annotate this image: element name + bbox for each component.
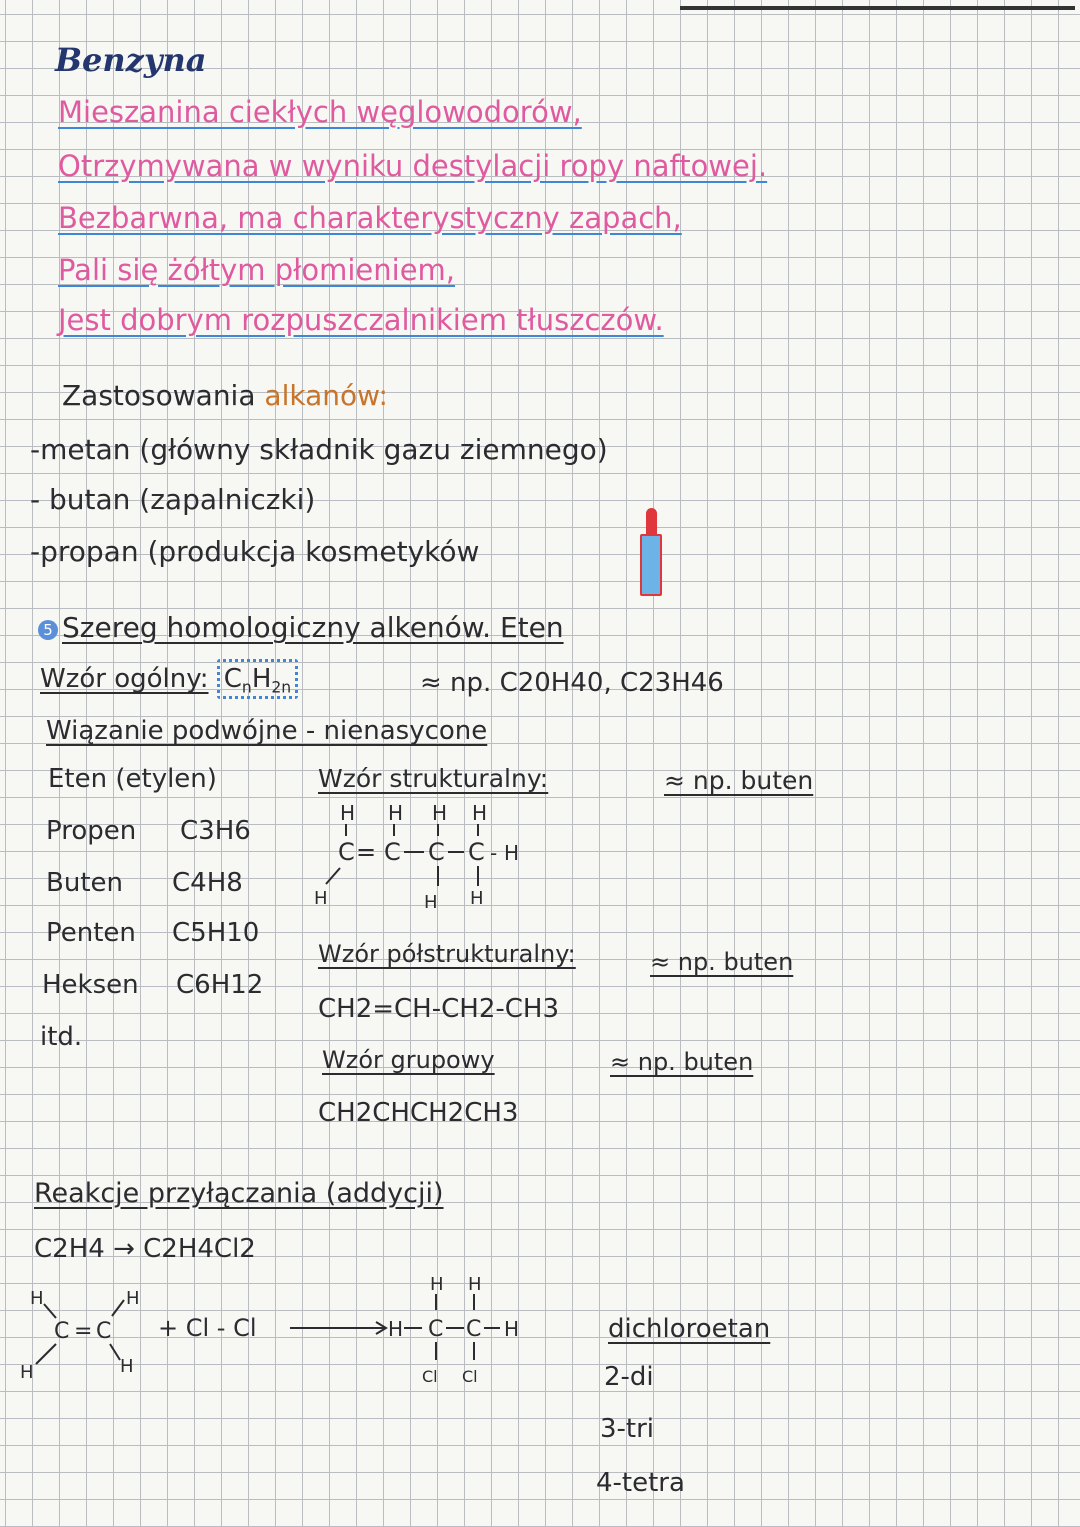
group-note: ≈ np. buten	[610, 1048, 754, 1076]
ethene-h-2: H	[126, 1288, 140, 1309]
product-h-top-2: H	[468, 1274, 482, 1295]
struct-double-bond: =	[356, 838, 377, 866]
benzyna-line-2: Otrzymywana w wyniku destylacji ropy naftowej.	[58, 149, 768, 183]
zastosowania-item-propan: -propan (produkcja kosmetyków	[30, 535, 480, 568]
example-c23h46: C23H46	[619, 668, 724, 698]
series-buten-formula: C4H8	[172, 868, 243, 898]
struct-h-end-bond: -	[490, 841, 498, 865]
structural-note: ≈ np. buten	[664, 766, 814, 795]
ethene-h-3: H	[20, 1362, 34, 1382]
product-c2: C	[466, 1317, 482, 1342]
reaction-left: C2H4	[34, 1234, 105, 1264]
product-h-top-1: H	[430, 1274, 444, 1295]
bond-text: Wiązanie podwójne - nienasycone	[46, 716, 488, 746]
product-cl-2: Cl	[462, 1367, 478, 1386]
series-penten-formula: C5H10	[172, 918, 260, 948]
struct-h-bottom-3: H	[470, 888, 484, 909]
top-edge-bar	[680, 6, 1075, 10]
struct-h-top-1: H	[340, 801, 356, 825]
section-number-badge: 5	[38, 620, 58, 640]
reaction-right: C2H4Cl2	[143, 1234, 256, 1264]
benzyna-line-4: Pali się żółtym płomieniem,	[58, 253, 456, 287]
struct-c1: C	[338, 838, 355, 866]
semi-formula: CH2=CH-CH2-CH3	[318, 994, 559, 1024]
semi-note: ≈ np. buten	[650, 948, 794, 976]
prefix-tri: 3-tri	[600, 1414, 655, 1444]
series-propen-name: Propen	[46, 816, 137, 846]
structural-label: Wzór strukturalny:	[318, 764, 549, 793]
zastosowania-heading-b: alkanów:	[264, 379, 388, 412]
series-itd: itd.	[40, 1022, 83, 1052]
zastosowania-heading-a: Zastosowania	[62, 379, 256, 412]
zastosowania-heading	[62, 379, 388, 412]
struct-c3: C	[428, 838, 445, 866]
general-examples: ≈ np. C20H40, C23H46	[420, 668, 724, 698]
struct-h-top-3: H	[432, 801, 448, 825]
group-formula: CH2CHCH2CH3	[318, 1098, 519, 1128]
benzyna-line-5: Jest dobrym rozpuszczalnikiem tłuszczów.	[58, 303, 664, 337]
ethene-c2: C	[96, 1319, 112, 1344]
ethene-structure-diagram	[16, 1282, 146, 1382]
product-cl-1: Cl	[422, 1367, 438, 1386]
series-heksen-formula: C6H12	[176, 970, 264, 1000]
alkeny-heading-row	[38, 611, 564, 644]
zastosowania-item-butan: - butan (zapalniczki)	[30, 483, 316, 516]
struct-c2: C	[384, 838, 401, 866]
general-formula-label: Wzór ogólny:	[40, 664, 209, 694]
example-c20h40: C20H40	[499, 668, 604, 698]
prefix-di: 2-di	[604, 1362, 654, 1392]
structural-formula-diagram	[300, 798, 540, 914]
general-formula-row	[40, 666, 298, 696]
prefix-tetra: 4-tetra	[596, 1468, 685, 1498]
group-label: Wzór grupowy	[322, 1046, 495, 1074]
series-propen-formula: C3H6	[180, 816, 251, 846]
product-c1: C	[428, 1317, 444, 1342]
reakcje-heading: Reakcje przyłączania (addycji)	[34, 1178, 444, 1209]
zastosowania-item-metan: -metan (główny składnik gazu ziemnego)	[30, 433, 608, 466]
addition-product-diagram	[288, 1270, 548, 1390]
product-h-right: H	[504, 1317, 520, 1341]
struct-c4: C	[468, 838, 485, 866]
alkeny-heading: Szereg homologiczny alkenów. Eten	[62, 611, 564, 644]
ethene-h-4: H	[120, 1356, 134, 1377]
benzyna-line-1: Mieszanina ciekłych węglowodorów,	[58, 95, 582, 129]
lipstick-icon	[638, 508, 664, 596]
struct-h-top-2: H	[388, 801, 404, 825]
reaction-arrow-icon: →	[113, 1234, 135, 1264]
series-heksen-name: Heksen	[42, 970, 139, 1000]
semi-label: Wzór półstrukturalny:	[318, 940, 576, 968]
product-h-left: H	[388, 1317, 404, 1341]
general-formula-box: $C_nH_{2n}$	[217, 659, 298, 699]
benzyna-title: Benzyna	[55, 41, 207, 79]
struct-h-top-4: H	[472, 801, 488, 825]
series-penten-name: Penten	[46, 918, 136, 948]
struct-h-bottom-1: H	[314, 888, 328, 909]
product-name: dichloroetan	[608, 1314, 771, 1344]
reagent-cl2: + Cl - Cl	[158, 1314, 257, 1342]
struct-h-bottom-2: H	[424, 892, 438, 913]
struct-h-end: H	[504, 841, 520, 865]
benzyna-line-3: Bezbarwna, ma charakterystyczny zapach,	[58, 201, 682, 235]
ethene-c1: C	[54, 1319, 70, 1344]
series-buten-name: Buten	[46, 868, 123, 898]
ethene-h-1: H	[30, 1288, 44, 1309]
reaction-equation	[34, 1236, 256, 1262]
ethene-double-bond: =	[74, 1319, 93, 1344]
series-eten: Eten (etylen)	[48, 764, 217, 794]
